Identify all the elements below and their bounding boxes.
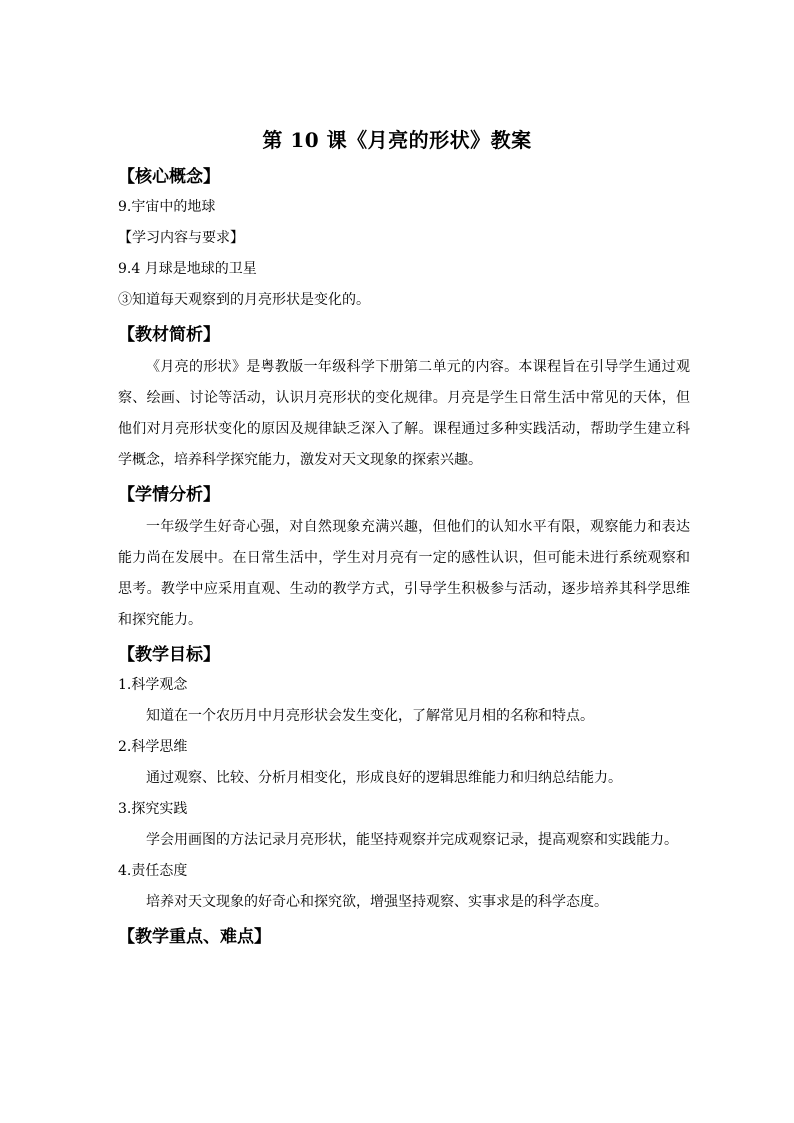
core-concept-line: 9.宇宙中的地球: [118, 199, 216, 215]
heading-student-analysis: 【学情分析】: [118, 485, 220, 505]
core-concept-line: 9.4 月球是地球的卫星: [118, 261, 257, 277]
core-concept-line: ③知道每天观察到的月亮形状是变化的。: [118, 292, 370, 308]
document-title: 第 10 课《月亮的形状》教案: [262, 128, 532, 152]
heading-core-concept: 【核心概念】: [118, 167, 220, 187]
heading-textbook-analysis: 【教材简析】: [118, 325, 220, 345]
goal-text: 知道在一个农历月中月亮形状会发生变化，了解常见月相的名称和特点。: [146, 708, 594, 724]
document-body: [118, 162, 690, 952]
goal-text: 通过观察、比较、分析月相变化，形成良好的逻辑思维能力和归纳总结能力。: [146, 770, 622, 786]
heading-teaching-goals: 【教学目标】: [118, 645, 220, 665]
goal-text: 学会用画图的方法记录月亮形状，能坚持观察并完成观察记录，提高观察和实践能力。: [146, 832, 678, 848]
goal-label: 4.责任态度: [118, 863, 188, 879]
goal-label: 2.科学思维: [118, 739, 188, 755]
student-analysis-paragraph: 一年级学生好奇心强，对自然现象充满兴趣，但他们的认知水平有限，观察能力和表达能力尚在发展中。在日常生活中，学生对月亮有一定的感性认识，但可能未进行系统观察和思考。教学中应采用直观、生动的教学方式，引导学生积极参与活动，逐步培养其科学思维和探究能力。: [118, 519, 690, 628]
goal-label: 1.科学观念: [118, 677, 188, 693]
textbook-analysis-paragraph: 《月亮的形状》是粤教版一年级科学下册第二单元的内容。本课程旨在引导学生通过观察、绘画、讨论等活动，认识月亮形状的变化规律。月亮是学生日常生活中常见的天体，但他们对月亮形状变化的原因及规律缺乏深入了解。课程通过多种实践活动，帮助学生建立科学概念，培养科学探究能力，激发对天文现象的探索兴趣。: [118, 359, 690, 468]
heading-key-points: 【教学重点、难点】: [118, 927, 271, 947]
core-concept-line: 【学习内容与要求】: [118, 230, 244, 246]
goal-text: 培养对天文现象的好奇心和探究欲，增强坚持观察、实事求是的科学态度。: [146, 894, 608, 910]
goal-label: 3.探究实践: [118, 801, 188, 817]
